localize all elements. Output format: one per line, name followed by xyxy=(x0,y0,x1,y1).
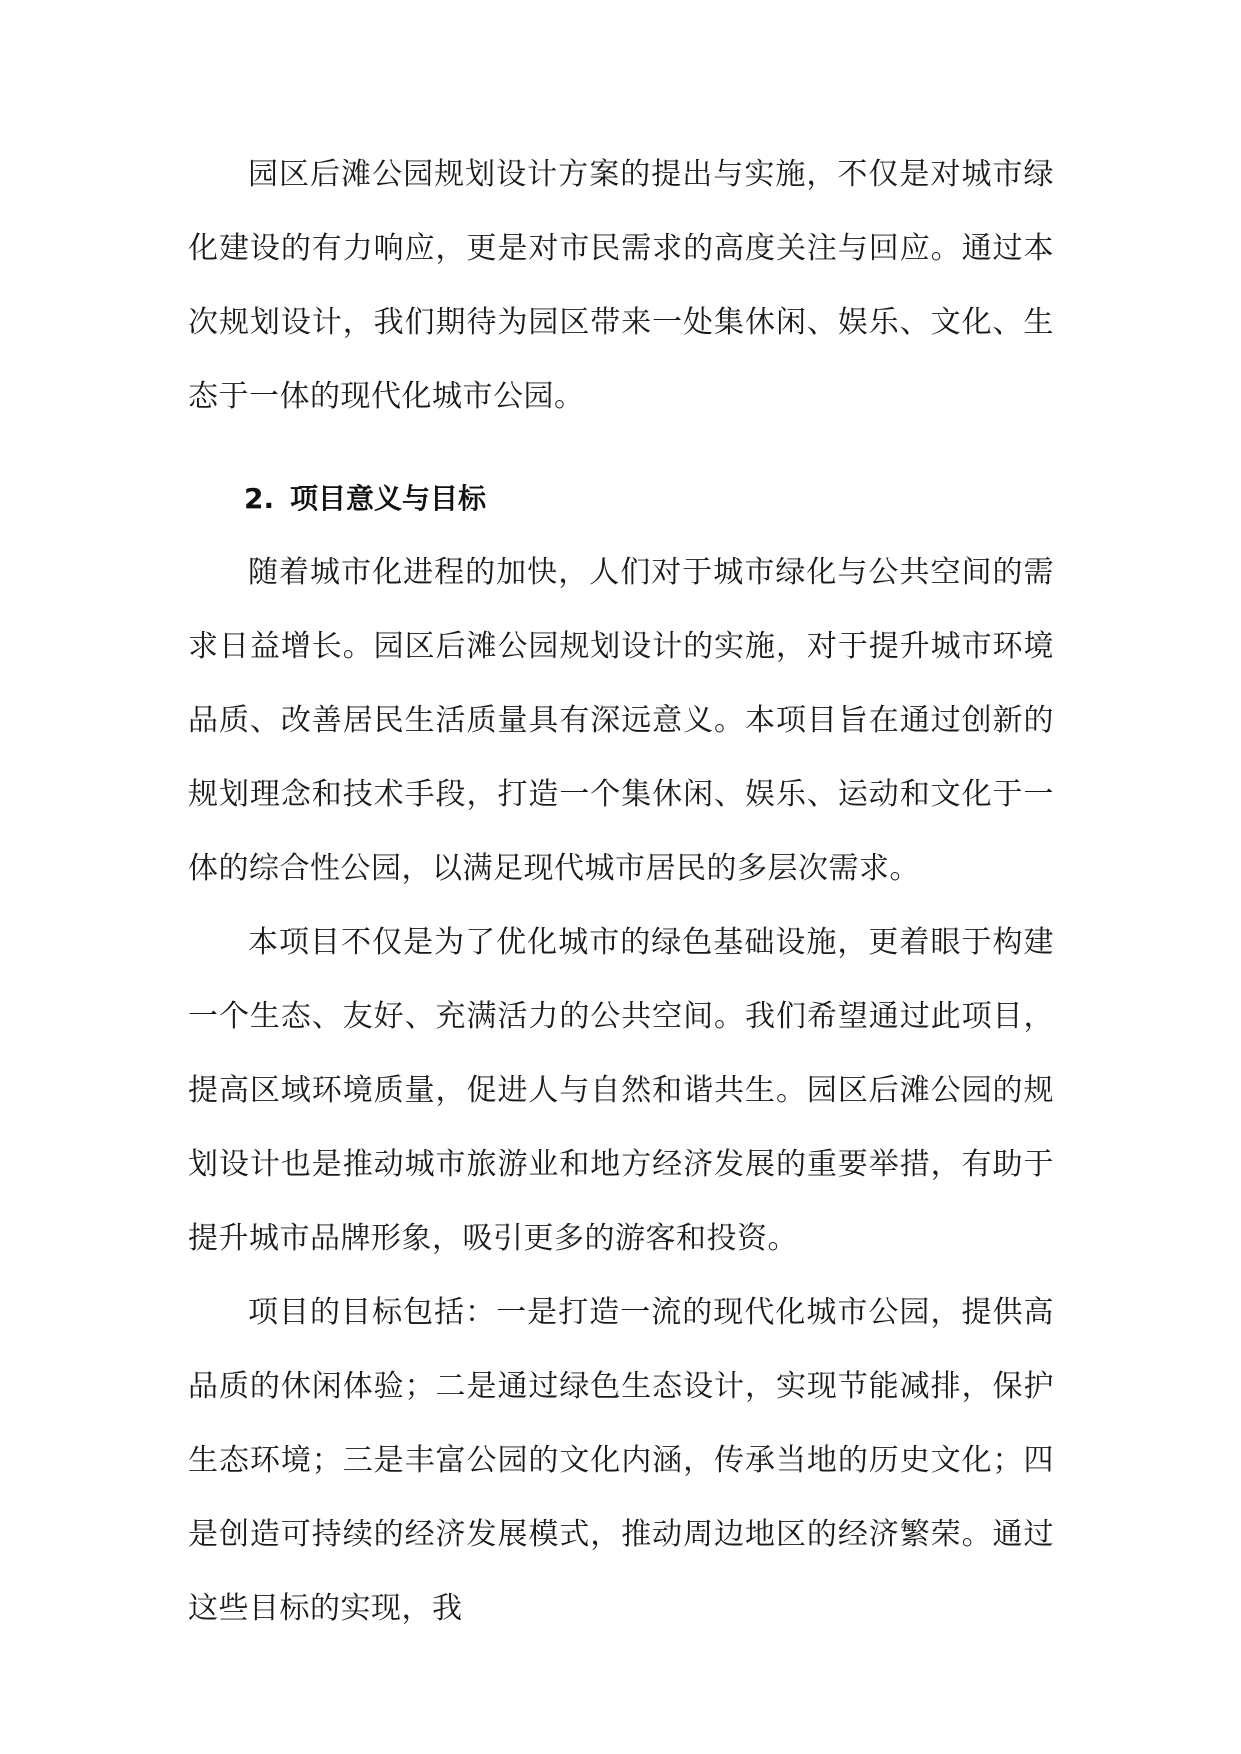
body-paragraph-2: 本项目不仅是为了优化城市的绿色基础设施，更着眼于构建一个生态、友好、充满活力的公共空间。我们希望通过此项目，提高区域环境质量，促进人与自然和谐共生。园区后滩公园的规划设计也是推动城市旅游业和地方经济发展的重要举措，有助于提升城市品牌形象，吸引更多的游客和投资。 xyxy=(188,925,1054,1256)
body-paragraph-3: 项目的目标包括：一是打造一流的现代化城市公园，提供高品质的休闲体验；二是通过绿色生态设计，实现节能减排，保护生态环境；三是丰富公园的文化内涵，传承当地的历史文化；四是创造可持续的经济发展模式，推动周边地区的经济繁荣。通过这些目标的实现，我 xyxy=(188,1295,1054,1626)
section-number: 2. xyxy=(244,482,275,515)
section-title: 项目意义与目标 xyxy=(290,482,487,515)
document-body xyxy=(188,138,1054,1646)
intro-paragraph: 园区后滩公园规划设计方案的提出与实施，不仅是对城市绿化建设的有力响应，更是对市民需求的高度关注与回应。通过本次规划设计，我们期待为园区带来一处集休闲、娱乐、文化、生态于一体的现代化城市公园。 xyxy=(188,157,1054,414)
body-paragraph-1: 随着城市化进程的加快，人们对于城市绿化与公共空间的需求日益增长。园区后滩公园规划设计的实施，对于提升城市环境品质、改善居民生活质量具有深远意义。本项目旨在通过创新的规划理念和技术手段，打造一个集休闲、娱乐、运动和文化于一体的综合性公园，以满足现代城市居民的多层次需求。 xyxy=(188,555,1054,886)
section-spacer xyxy=(188,434,1054,462)
section-heading xyxy=(188,462,1054,536)
